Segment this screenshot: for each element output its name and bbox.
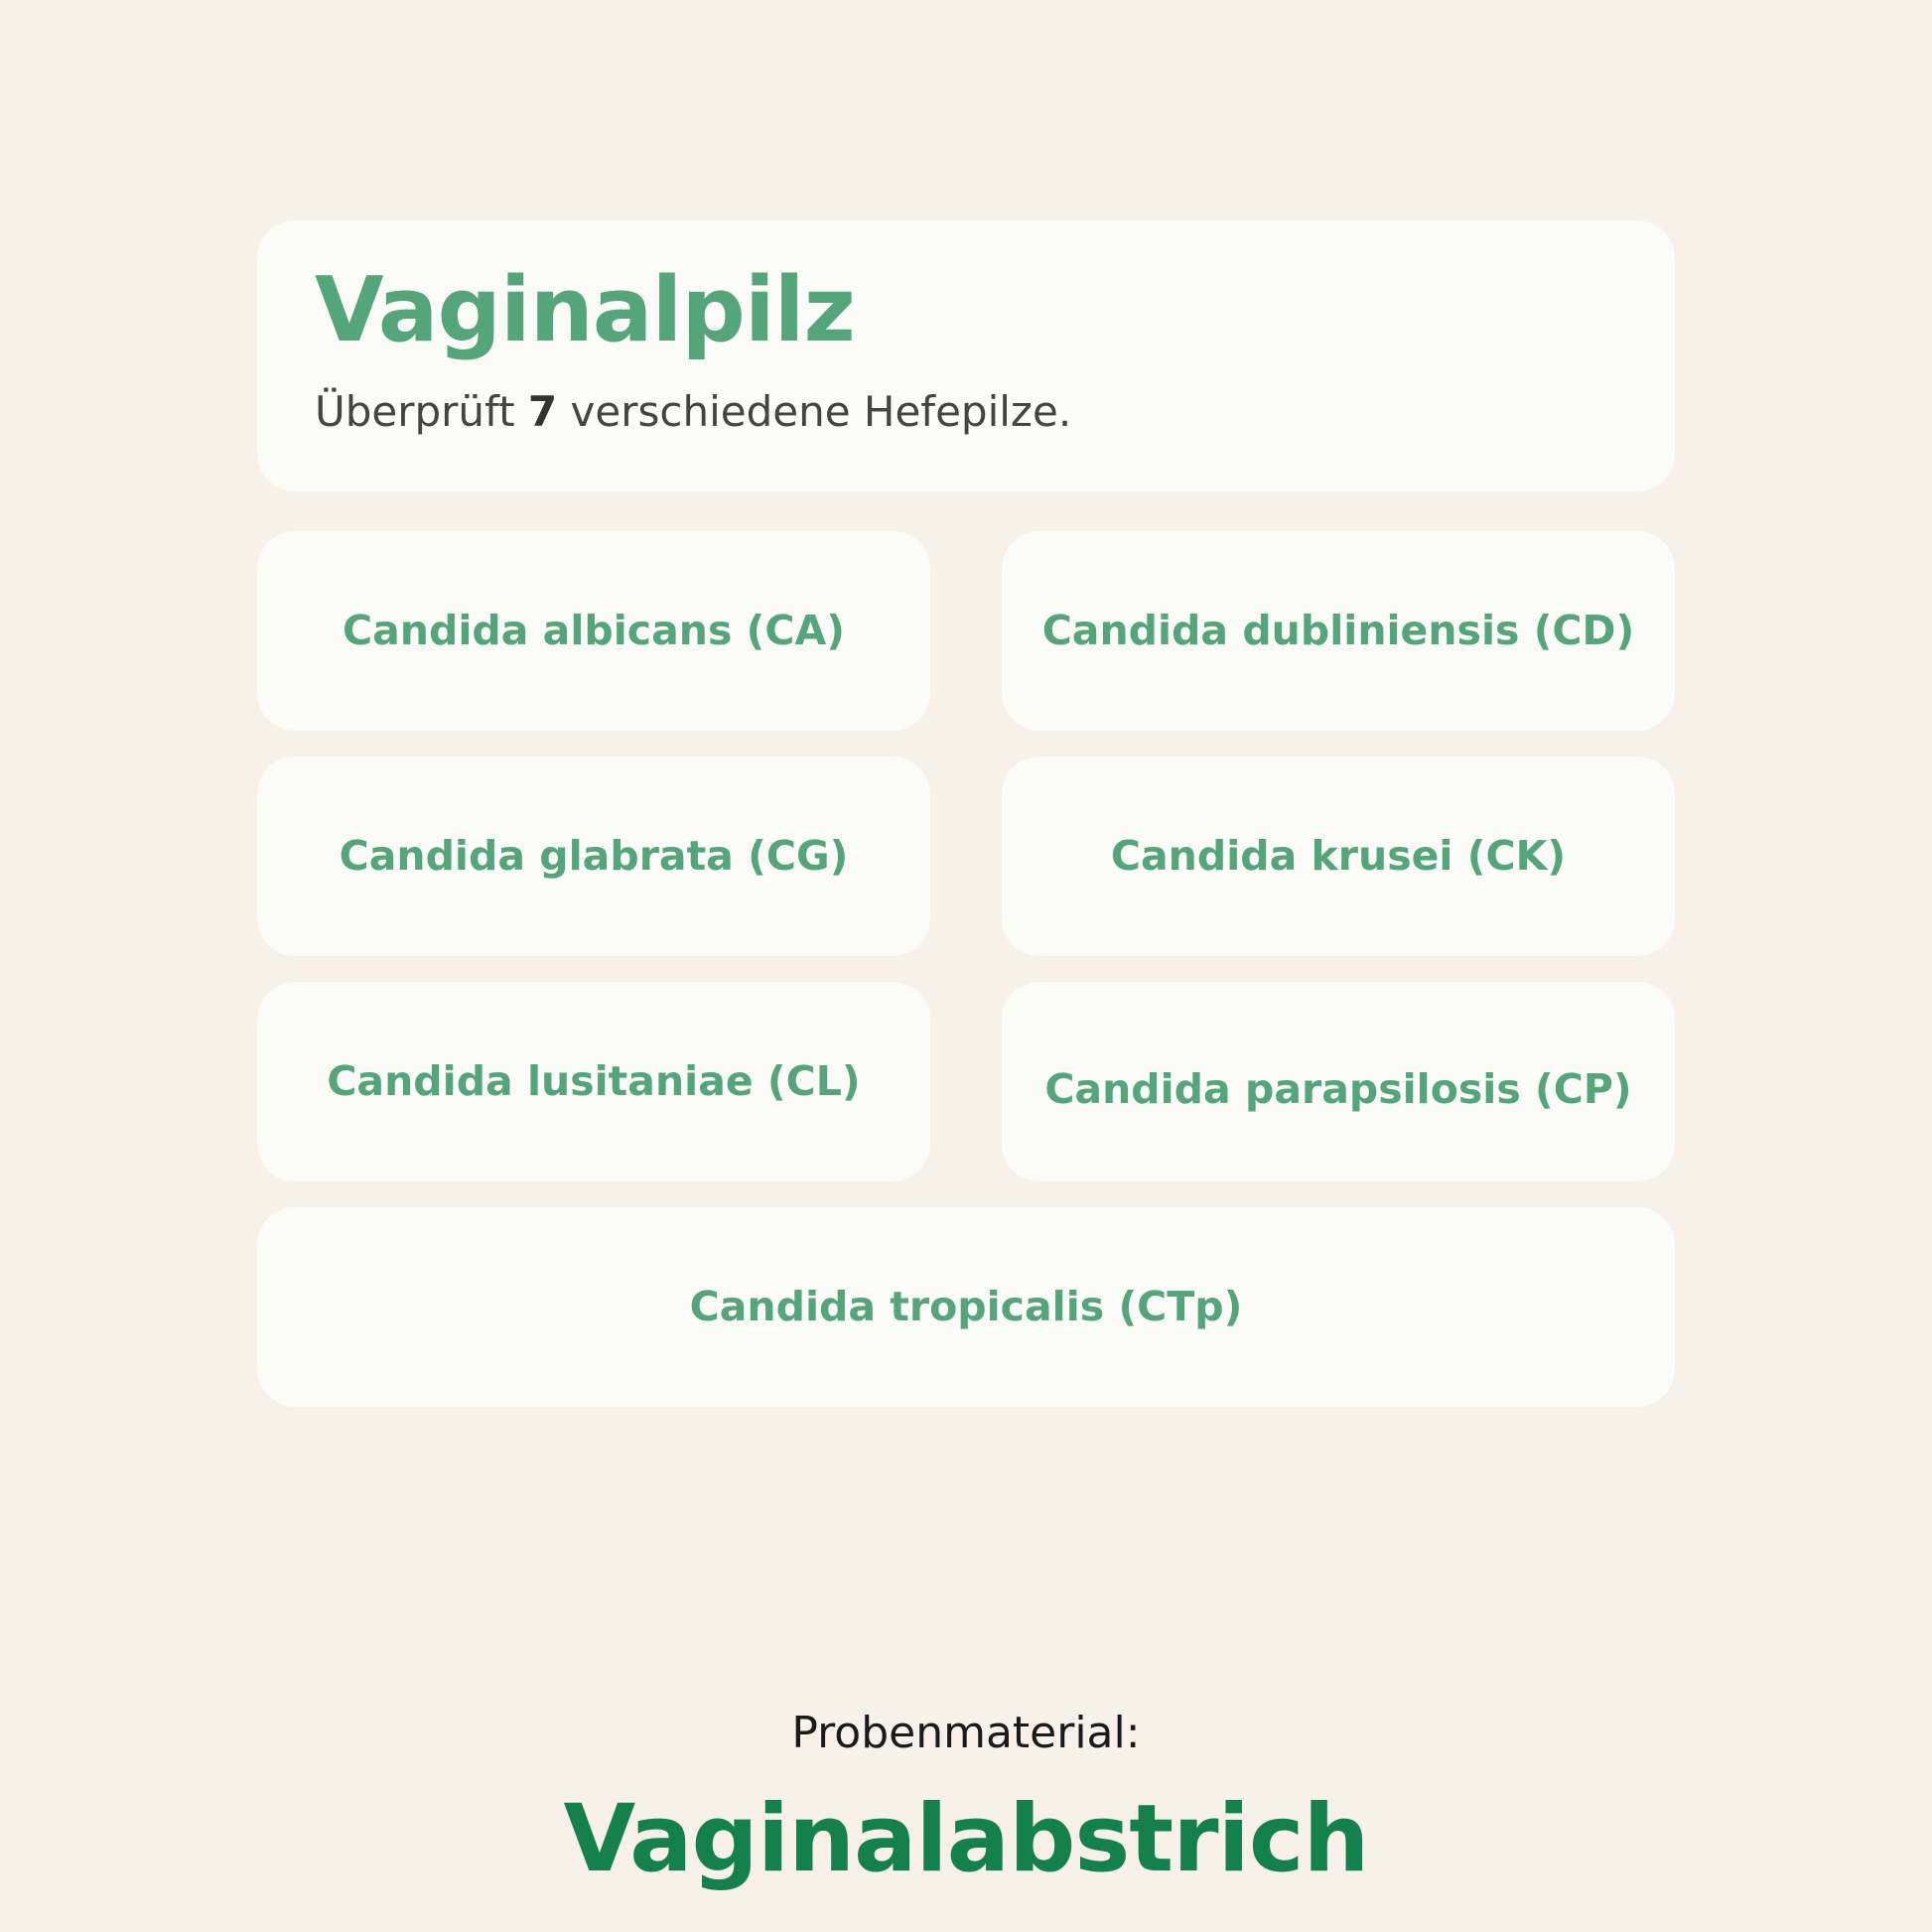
species-label: Candida tropicalis (CTp) [689, 1282, 1243, 1330]
species-label: Candida lusitaniae (CL) [327, 1056, 861, 1105]
page-title: Vaginalpilz [315, 258, 855, 362]
page-subtitle [315, 387, 1617, 437]
species-label: Candida dubliniensis (CD) [1041, 606, 1635, 654]
species-card-ca [257, 531, 930, 731]
sample-material-label: Probenmaterial: [791, 1708, 1141, 1758]
subtitle-suffix: verschiedene Hefepilze. [557, 387, 1072, 436]
species-label: Candida parapsilosis (CP) [1044, 1064, 1632, 1113]
species-label: Candida glabrata (CG) [339, 831, 849, 880]
species-label: Candida krusei (CK) [1110, 831, 1567, 880]
species-card-cd [1002, 531, 1675, 731]
subtitle-prefix: Überprüft [315, 387, 528, 436]
species-card-ctp [257, 1207, 1675, 1407]
sample-material-value: Vaginalabstrich [563, 1785, 1369, 1893]
species-card-cl [257, 982, 930, 1181]
species-label: Candida albicans (CA) [343, 606, 845, 654]
species-card-cp [1002, 982, 1675, 1181]
species-card-ck [1002, 757, 1675, 956]
subtitle-count: 7 [527, 387, 558, 436]
header-card [257, 220, 1675, 491]
species-card-cg [257, 757, 930, 956]
